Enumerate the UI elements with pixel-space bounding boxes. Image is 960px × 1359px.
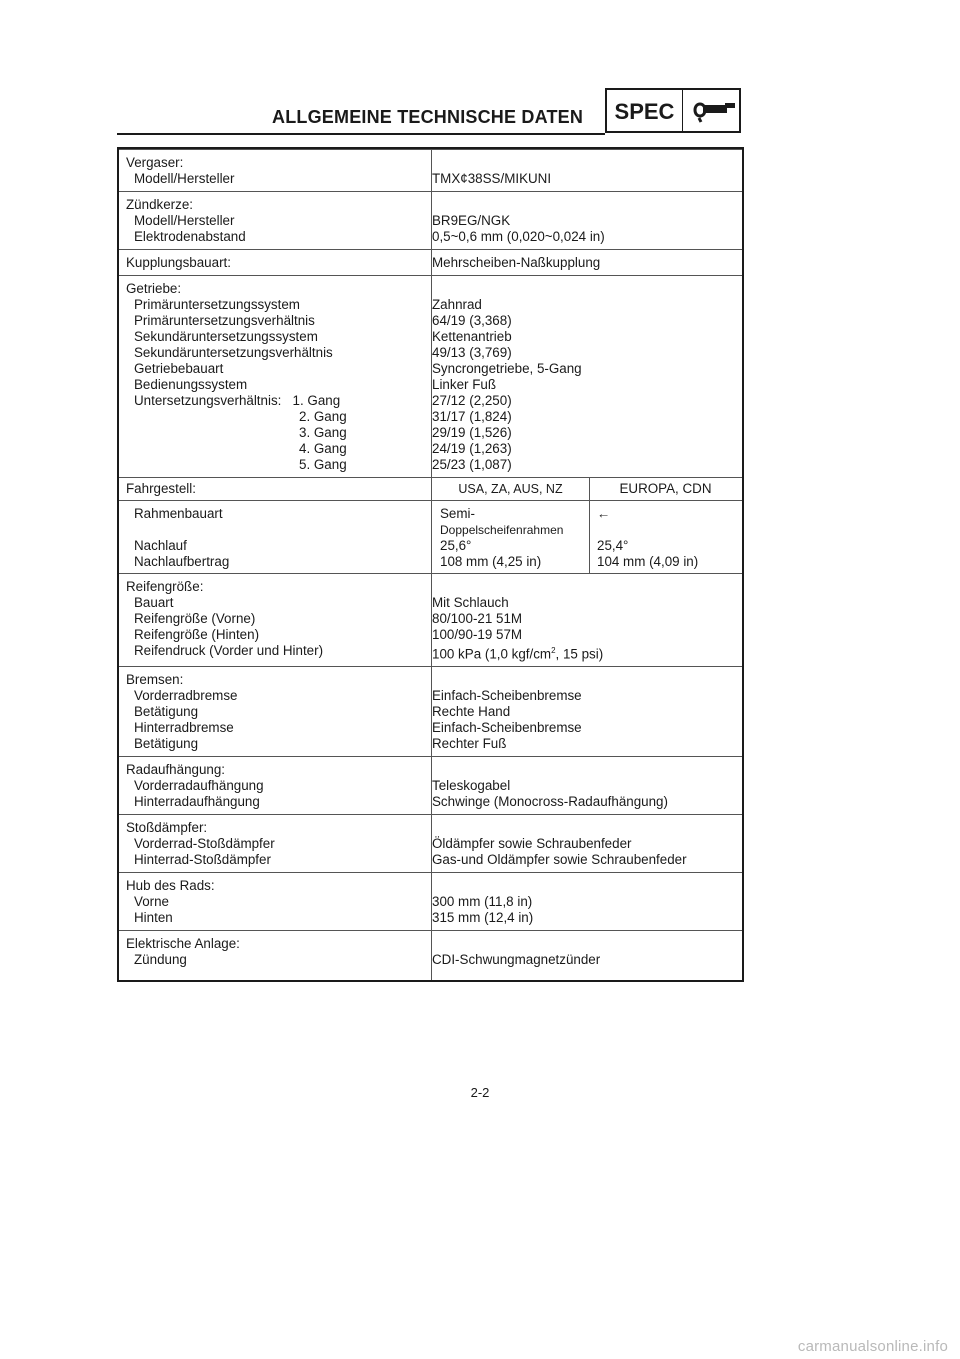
- spec-value: Zahnrad: [432, 297, 482, 312]
- gear-name: 3. Gang: [299, 425, 347, 440]
- gear-name: 4. Gang: [299, 441, 347, 456]
- spec-value: 25/23 (1,087): [432, 457, 512, 472]
- spec-label: Rahmenbauart: [134, 506, 223, 521]
- title-underline: [117, 133, 605, 135]
- fahrgestell-values-col1: [432, 506, 589, 570]
- spec-value: 300 mm (11,8 in): [432, 894, 533, 910]
- spec-value: Öldämpfer sowie Schraubenfeder: [432, 836, 632, 852]
- section-title: Vergaser:: [126, 155, 184, 170]
- gear-ratio-row-label: [119, 393, 424, 409]
- spec-label: Hinterradaufhängung: [134, 794, 260, 810]
- spec-label: Vorne: [134, 894, 169, 910]
- spec-value: 25,6°: [440, 538, 472, 553]
- section-title: Bremsen:: [126, 672, 184, 688]
- spec-label: Reifendruck (Vorder und Hinter): [134, 643, 324, 658]
- spec-value: Einfach-Scheibenbremse: [432, 720, 582, 736]
- section-title: Reifengröße:: [126, 579, 204, 594]
- spec-value: Semi-: [440, 506, 475, 521]
- region-column-header: USA, ZA, AUS, NZ: [458, 482, 563, 496]
- spec-table: [117, 147, 744, 982]
- spec-value: 104 mm (4,09 in): [597, 554, 699, 569]
- subcolumn-divider: [589, 478, 590, 573]
- pressure-value-rest: , 15 psi): [555, 646, 604, 662]
- spec-label: Getriebebauart: [134, 361, 224, 376]
- fahrgestell-values-col2: [589, 501, 742, 573]
- spec-value: 100/90-19 57M: [432, 627, 523, 642]
- spec-value: 24/19 (1,263): [432, 441, 512, 456]
- spec-badge: [605, 88, 741, 133]
- spec-label: Betätigung: [134, 736, 199, 752]
- spec-label: Vorderradbremse: [134, 688, 238, 704]
- spec-value: Linker Fuß: [432, 377, 496, 392]
- spec-value: CDI-Schwungmagnetzünder: [432, 952, 601, 968]
- spec-label: SPEC: [607, 90, 683, 131]
- gear-name: 2. Gang: [299, 409, 347, 424]
- spec-label: Sekundäruntersetzungsverhältnis: [134, 345, 333, 360]
- spec-value: Syncrongetriebe, 5-Gang: [432, 361, 582, 376]
- ratio-label: Untersetzungsverhältnis:: [134, 393, 282, 408]
- spec-label: Modell/Hersteller: [134, 171, 235, 186]
- spec-label: Elektrodenabstand: [134, 229, 246, 244]
- spec-label: Primäruntersetzungsverhältnis: [134, 313, 315, 328]
- spec-label: Bauart: [134, 595, 174, 610]
- spec-label: Reifengröße (Hinten): [134, 627, 260, 642]
- spec-label: Hinterradbremse: [134, 720, 234, 736]
- spec-label: Kupplungsbauart:: [126, 255, 231, 270]
- spec-value: TMX¢38SS/MIKUNI: [432, 171, 552, 186]
- page-title: ALLGEMEINE TECHNISCHE DATEN: [272, 107, 584, 127]
- section-title: Stoßdämpfer:: [126, 820, 208, 836]
- spec-label: Sekundäruntersetzungssystem: [134, 329, 318, 344]
- page-number: 2-2: [470, 1085, 490, 1100]
- spec-value: 29/19 (1,526): [432, 425, 512, 440]
- spec-value: Doppelscheifenrahmen: [440, 523, 564, 537]
- spec-value: Kettenantrieb: [432, 329, 512, 344]
- spec-value: 108 mm (4,25 in): [440, 554, 542, 569]
- fahrgestell-body: [119, 501, 742, 573]
- gear-name: 1. Gang: [292, 393, 341, 408]
- spec-value: 25,4°: [597, 538, 629, 553]
- region-column-header: EUROPA, CDN: [619, 481, 712, 496]
- section-title: Fahrgestell:: [126, 481, 196, 496]
- spec-value: 80/100-21 51M: [432, 611, 523, 626]
- spec-label: Betätigung: [134, 704, 199, 720]
- spec-value: Rechte Hand: [432, 704, 511, 720]
- spec-value: BR9EG/NGK: [432, 213, 511, 228]
- spec-value: 31/17 (1,824): [432, 409, 512, 424]
- pressure-value: 100 kPa (1,0 kgf/cm: [432, 646, 552, 662]
- spec-value: Rechter Fuß: [432, 736, 507, 752]
- section-title: Hub des Rads:: [126, 878, 215, 894]
- spec-label: Hinten: [134, 910, 173, 926]
- spec-label: Modell/Hersteller: [134, 213, 235, 228]
- spec-label: Primäruntersetzungssystem: [134, 297, 300, 312]
- spec-value: 315 mm (12,4 in): [432, 910, 534, 926]
- section-title: Radaufhängung:: [126, 762, 226, 778]
- section-title: Getriebe:: [126, 281, 182, 296]
- same-as-arrow-icon: ←: [597, 506, 611, 521]
- spec-value: Mit Schlauch: [432, 595, 509, 610]
- pressure-unit-exponent: 2: [551, 646, 556, 655]
- fahrgestell-header-row: [119, 478, 742, 501]
- spec-label: Reifengröße (Vorne): [134, 611, 256, 626]
- watermark: carmanualsonline.info: [797, 1338, 948, 1355]
- spec-label: Nachlauf: [134, 538, 187, 553]
- spec-label: Vorderradaufhängung: [134, 778, 264, 794]
- spec-value: [424, 643, 603, 662]
- section-fahrgestell: [119, 477, 742, 573]
- section-title: Elektrische Anlage:: [126, 936, 240, 952]
- motorcycle-tool-icon: [691, 96, 737, 126]
- spec-value: Mehrscheiben-Naßkupplung: [432, 255, 601, 270]
- fahrgestell-labels: [119, 506, 432, 570]
- spec-value: 27/12 (2,250): [432, 393, 512, 408]
- spec-value: Einfach-Scheibenbremse: [432, 688, 582, 704]
- spec-value: 64/19 (3,368): [432, 313, 512, 328]
- spec-label: Bedienungssystem: [134, 377, 248, 392]
- spec-label: Nachlaufbertrag: [134, 554, 230, 569]
- section-title: Zündkerze:: [126, 197, 193, 212]
- spec-value: Schwinge (Monocross-Radaufhängung): [432, 794, 668, 810]
- gear-name: 5. Gang: [299, 457, 347, 472]
- spec-value: Teleskogabel: [432, 778, 511, 794]
- spec-label: Zündung: [134, 952, 187, 968]
- spec-label: Hinterrad-Stoßdämpfer: [134, 852, 271, 868]
- spec-value: 49/13 (3,769): [432, 345, 512, 360]
- spec-value: Gas-und Oldämpfer sowie Schraubenfeder: [432, 852, 687, 868]
- spec-label: Vorderrad-Stoßdämpfer: [134, 836, 275, 852]
- spec-value: 0,5~0,6 mm (0,020~0,024 in): [432, 229, 605, 244]
